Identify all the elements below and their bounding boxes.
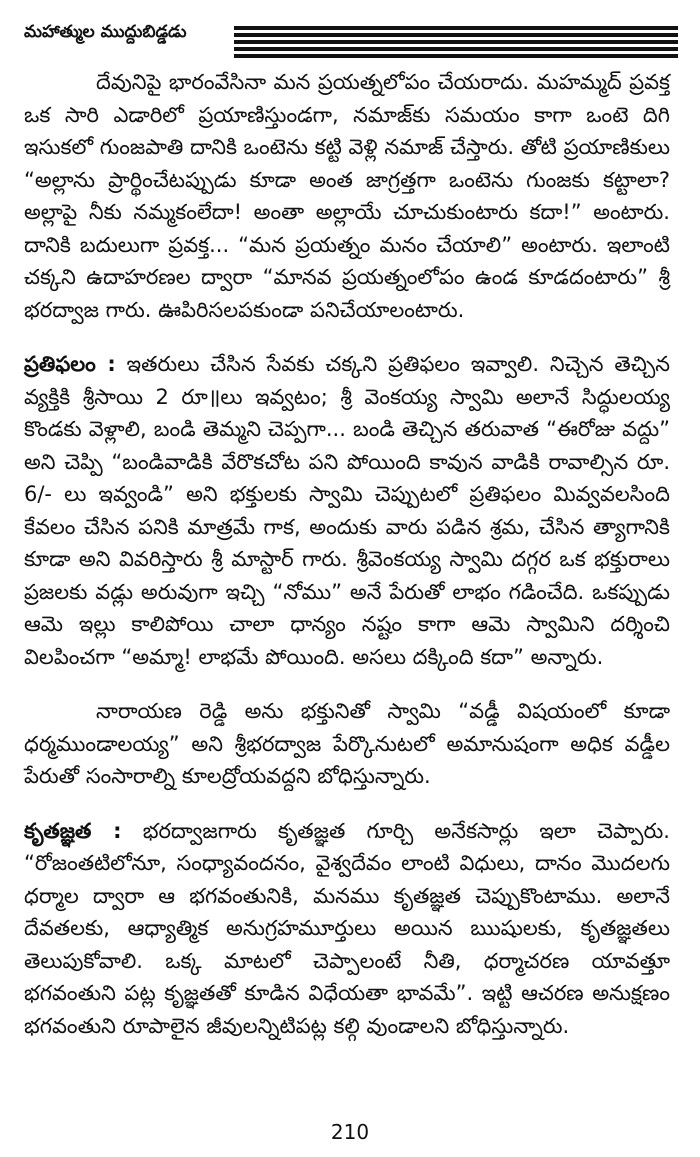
paragraph-gratitude [24,815,670,1043]
header-rule-line [234,47,678,51]
paragraph-reward [24,348,670,673]
paragraph-text: భరద్వాజగారు కృతజ్ఞత గూర్చి అనేకసార్లు ఇలా చెప్పారు. “రోజంతటిలోనూ, సంధ్యావందనం, వైశ్వదేవం లాంటి విధులు, దానం మొదలగు ధర్మాల ద్వారా ఆ భగవంతునికి, మనము కృతజ్ఞత చెప్పుకొంటాము. అలానే దేవతలకు, ఆధ్యాత్మిక అనుగ్రహమూర్తులు అయిన ఋషులకు, కృతజ్ఞతలు తెలుపుకోవాలి. ఒక్క మాటలో చెప్పాలంటే నీతి, ధర్మాచరణ యావత్తూ భగవంతుని పట్ల కృజ్ఞతతో కూడిన విధేయతా భావమే”. ఇట్టి ఆచరణ అనుక్షణం భగవంతుని రూపాలైన జీవులన్నిటిపట్ల కల్గి వుండాలని బోధిస్తున్నారు. [24,818,670,1038]
page-header [24,14,678,60]
paragraph-text: దేవునిపై భారంవేసినా మన ప్రయత్నలోపం చేయరాదు. మహమ్మద్ ప్రవక్త ఒక సారి ఎడారిలో ప్రయాణిస్తుండగా, నమాజ్‌కు సమయం కాగా ఒంటె దిగి ఇసుకలో గుంజపాతి దానికి ఒంటెను కట్టి వెళ్లి నమాజ్ చేస్తారు. తోటి ప్రయాణికులు “అల్లాను ప్రార్థించేటప్పుడు కూడా అంత జాగ్రత్తగా ఒంటెను గుంజకు కట్టాలా? అల్లాపై నీకు నమ్మకంలేదా! అంతా అల్లాయే చూచుకుంటారు కదా!” అంటారు. దానికి బదులుగా ప్రవక్త... “మన ప్రయత్నం మనం చేయాలి” అంటారు. ఇలాంటి చక్కని ఉదాహరణల ద్వారా “మానవ ప్రయత్నంలోపం ఉండ కూడదంటారు” శ్రీ భరద్వాజ గారు. ఊపిరిసలపకుండా పనిచేయాలంటారు. [24,70,670,322]
paragraph-interest [24,695,670,793]
running-title: మహాత్ముల ముద్దుబిడ్డడు [24,22,187,42]
page-number: 210 [330,1120,370,1144]
paragraph-self-effort [24,66,670,326]
paragraph-text: నారాయణ రెడ్డి అను భక్తునితో స్వామి “వడ్డీ విషయంలో కూడా ధర్మముండాలయ్య” అని శ్రీభరద్వాజ పేర్కొనుటలో అమానుషంగా అధిక వడ్డీల పేరుతో సంసారాల్ని కూలద్రోయవద్దని బోధిస్తున్నారు. [24,699,670,788]
paragraph-gap [24,326,670,348]
header-rules [234,26,678,61]
body-text [24,66,670,1042]
paragraph-text: ఇతరులు చేసిన సేవకు చక్కని ప్రతిఫలం ఇవ్వాలి. నిచ్చెన తెచ్చిన వ్యక్తికి శ్రీసాయి 2 రూ॥లు ఇవ్వటం; శ్రీ వెంకయ్య స్వామి అలానే సిద్ధులయ్య కొండకు వెళ్లాలి, బండి తెమ్మని చెప్పగా... బండి తెచ్చిన తరువాత “ఈరోజు వద్దు” అని చెప్పి “బండివాడికి వేరొకచోట పని పోయింది కావున వాడికి రావాల్సిన రూ. 6/- లు ఇవ్వండి” అని భక్తులకు స్వామి చెప్పుటలో ప్రతిఫలం మివ్వవలసింది కేవలం చేసిన పనికి మాత్రమే గాక, అందుకు వారు పడిన శ్రమ, చేసిన త్యాగానికి కూడా అని వివరిస్తారు శ్రీ మాస్టార్ గారు. శ్రీవెంకయ్య స్వామి దగ్గర ఒక భక్తురాలు ప్రజలకు వడ్లు అరువుగా ఇచ్చి “నోము” అనే పేరుతో లాభం గడించేది. ఒకప్పుడు ఆమె ఇల్లు కాలిపోయి చాలా ధాన్యం నష్టం కాగా ఆమె స్వామిని దర్శించి విలపించగా “అమ్మా! లాభమే పోయింది. అసలు దక్కింది కదా” అన్నారు. [24,352,670,669]
header-rule-line [234,33,678,37]
header-rule-line [234,54,678,58]
paragraph-keyword: కృతజ్ఞత : [24,818,122,843]
header-rule-line [234,40,678,44]
header-rule-line [234,26,678,30]
paragraph-gap [24,793,670,815]
paragraph-gap [24,673,670,695]
paragraph-keyword: ప్రతిఫలం : [24,352,116,376]
